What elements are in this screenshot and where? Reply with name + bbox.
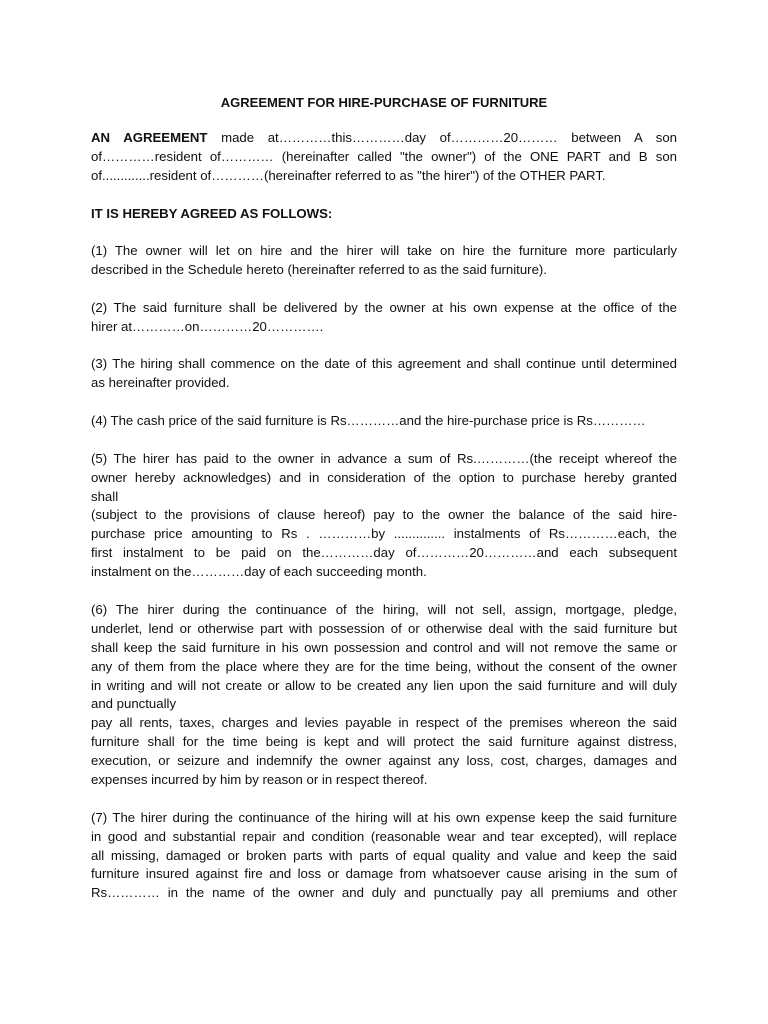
clause-6-line: expenses incurred by him by reason or in respect thereof. bbox=[91, 772, 428, 788]
clause-6-line: and punctually bbox=[91, 696, 177, 712]
document-title: AGREEMENT FOR HIRE-PURCHASE OF FURNITURE bbox=[220, 95, 548, 110]
clause-5-line: purchase price amounting to Rs . …………by .............. instalments of Rs…………each, the bbox=[91, 526, 677, 542]
clause-5-line: first instalment to be paid on the…………day of…………20…………and each subsequent bbox=[91, 545, 677, 561]
clause-4-line: (4) The cash price of the said furniture is Rs…………and the hire-purchase price is Rs………… bbox=[91, 413, 646, 429]
clause-6-line: any of them from the place where they are for the time being, without the consent of the owner bbox=[91, 658, 677, 674]
clause-1-line: (1) The owner will let on hire and the hirer will take on hire the furniture more particularly bbox=[91, 243, 677, 259]
intro-line-2: of…………resident of………… (hereinafter called "the owner") of the ONE PART and B son bbox=[91, 148, 677, 164]
clause-1 bbox=[91, 242, 677, 280]
clause-6-line: shall keep the said furniture in his own possession and control and will not remove the same or bbox=[91, 639, 677, 655]
clause-3-line: (3) The hiring shall commence on the date of this agreement and shall continue until determined bbox=[91, 356, 677, 372]
clause-5-line: instalment on the…………day of each succeeding month. bbox=[91, 564, 427, 580]
intro-paragraph bbox=[91, 129, 677, 186]
clause-6-line: in writing and will not create or allow to be created any lien upon the said furniture and will duly bbox=[91, 677, 677, 693]
clause-3-line: as hereinafter provided. bbox=[91, 375, 230, 391]
clause-2-line: (2) The said furniture shall be delivered by the owner at his own expense at the office of the bbox=[91, 299, 677, 315]
intro-line-1 bbox=[91, 129, 677, 148]
clauses-container bbox=[91, 242, 677, 903]
clause-6-line: (6) The hirer during the continuance of the hiring, will not sell, assign, mortgage, pledge, bbox=[91, 601, 677, 617]
clause-7-line: (7) The hirer during the continuance of the hiring will at his own expense keep the said furniture bbox=[91, 809, 677, 825]
clause-2-line: hirer at…………on…………20…………. bbox=[91, 318, 324, 334]
clause-4 bbox=[91, 412, 677, 431]
clause-6-line: pay all rents, taxes, charges and levies payable in respect of the premises whereon the said bbox=[91, 715, 677, 731]
clause-5-line: owner hereby acknowledges) and in consideration of the option to purchase hereby granted bbox=[91, 469, 677, 485]
intro-line-1-text: made at…………this…………day of…………20……… between A son bbox=[207, 130, 677, 145]
clause-6-line: underlet, lend or otherwise part with possession of or otherwise deal with the said furniture but bbox=[91, 620, 677, 636]
intro-line-3: of.............resident of…………(hereinafter referred to as "the hirer") of the OTHER PART. bbox=[91, 167, 606, 183]
clause-7-line: all missing, damaged or broken parts with parts of equal quality and value and keep the said bbox=[91, 847, 677, 863]
clause-5 bbox=[91, 450, 677, 582]
clause-7-line: in good and substantial repair and condition (reasonable wear and tear excepted), will replace bbox=[91, 828, 677, 844]
clause-3 bbox=[91, 355, 677, 393]
clause-6-line: execution, or seizure and indemnify the owner against any loss, cost, charges, damages and bbox=[91, 753, 677, 769]
clause-2 bbox=[91, 299, 677, 337]
clause-7 bbox=[91, 809, 677, 904]
clause-6-line: furniture shall for the time being is kept and will protect the said furniture against distress, bbox=[91, 734, 677, 750]
clause-7-line: Rs………… in the name of the owner and duly and punctually pay all premiums and other bbox=[91, 885, 677, 901]
clause-5-line: (subject to the provisions of clause hereof) pay to the owner the balance of the said hire- bbox=[91, 507, 677, 523]
intro-bold-lead: AN AGREEMENT bbox=[91, 130, 208, 145]
clause-1-line: described in the Schedule hereto (hereinafter referred to as the said furniture). bbox=[91, 262, 547, 278]
clause-6 bbox=[91, 601, 677, 790]
agreement-heading: IT IS HEREBY AGREED AS FOLLOWS: bbox=[91, 205, 333, 221]
clause-7-line: furniture insured against fire and loss or damage from whatsoever cause arising in the sum of bbox=[91, 866, 677, 882]
clause-5-line: shall bbox=[91, 488, 119, 504]
clause-5-line: (5) The hirer has paid to the owner in advance a sum of Rs.…………(the receipt whereof the bbox=[91, 450, 677, 466]
